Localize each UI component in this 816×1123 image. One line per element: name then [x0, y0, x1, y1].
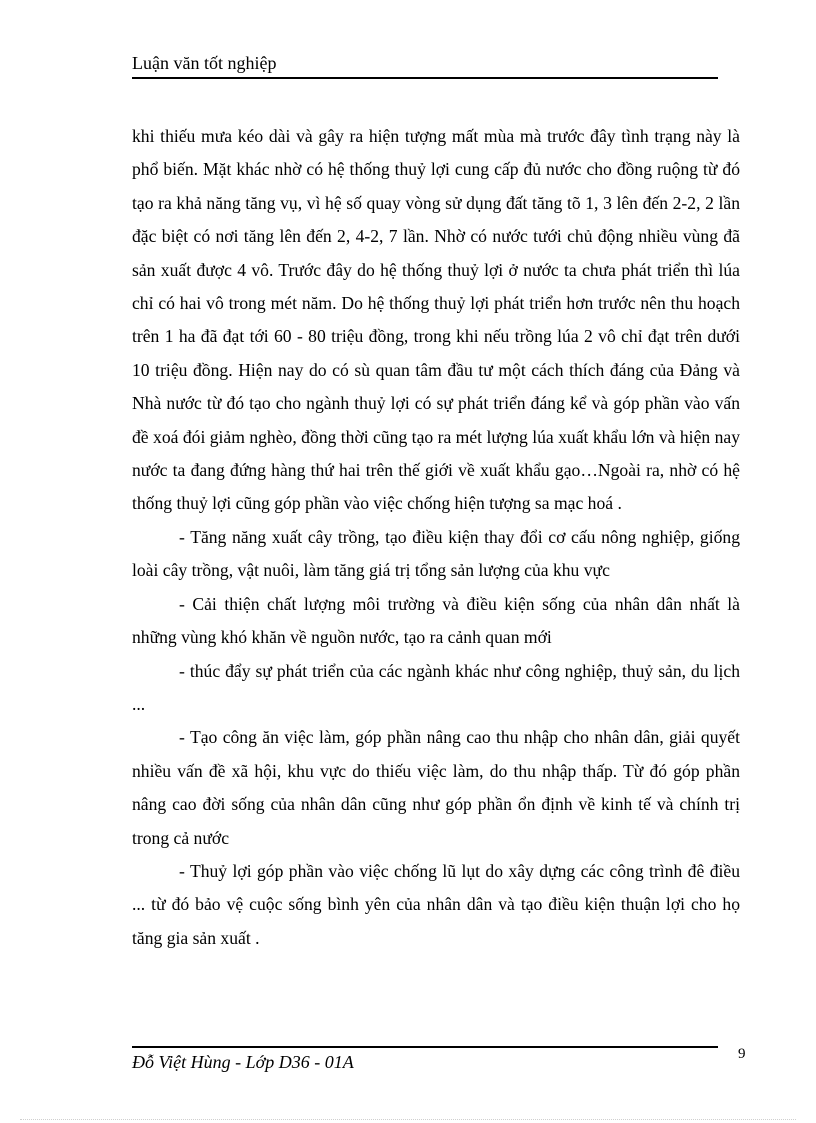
paragraph-4: - thúc đẩy sự phát triển của các ngành khác như công nghiệp, thuỷ sản, du lịch ...: [132, 660, 740, 714]
footer-divider: [132, 1046, 718, 1048]
paragraph-6: - Thuỷ lợi góp phần vào việc chống lũ lụt do xây dựng các công trình đê điều ... từ đó bảo vệ cuộc sống bình yên của nhân dân và tạo điều kiện thuận lợi cho họ tăng gia sản xuất .: [132, 860, 740, 948]
paragraph-3: - Cải thiện chất lượng môi trường và điều kiện sống của nhân dân nhất là những vùng khó khăn về nguồn nước, tạo ra cảnh quan mới: [132, 593, 740, 648]
footer-author: Đỗ Việt Hùng - Lớp D36 - 01A: [132, 1052, 354, 1072]
paragraph-2: - Tăng năng xuất cây trồng, tạo điều kiện thay đổi cơ cấu nông nghiệp, giống loài cây trồng, vật nuôi, làm tăng giá trị tổng sản lượng của khu vực: [132, 526, 740, 581]
page-bottom-edge: [20, 1119, 796, 1120]
body-text: [132, 120, 740, 955]
header-title: Luận văn tốt nghiệp: [132, 53, 277, 73]
page-number: 9: [738, 1046, 746, 1062]
paragraph-5: - Tạo công ăn việc làm, góp phần nâng cao thu nhập cho nhân dân, giải quyết nhiều vấn đề xã hội, khu vực do thiếu việc làm, do thu nhập thấp. Từ đó góp phần nâng cao đời sống của nhân dân cũng như góp phần ổn định về kinh tế và chính trị trong cả nước: [132, 727, 740, 848]
paragraph-1: khi thiếu mưa kéo dài và gây ra hiện tượng mất mùa mà trước đây tình trạng này là phổ biến. Mặt khác nhờ có hệ thống thuỷ lợi cung cấp đủ nước cho đồng ruộng từ đó tạo ra khả năng tăng vụ, vì hệ số quay vòng sử dụng đất tăng tõ 1, 3 lên đến 2-2, 2 lần đặc biệt có nơi tăng lên đến 2, 4-2, 7 lần. Nhờ có nước tưới chủ động nhiều vùng đã sản xuất được 4 vô. Trước đây do hệ thống thuỷ lợi ở nước ta chưa phát triển thì lúa chỉ có hai vô trong mét năm. Do hệ thống thuỷ lợi phát triển hơn trước nên thu hoạch trên 1 ha đã đạt tới 60 - 80 triệu đồng, trong khi nếu trồng lúa 2 vô chỉ đạt trên dưới 10 triệu đồng. Hiện nay do có sù quan tâm đầu tư một cách thích đáng của Đảng và Nhà nước từ đó tạo cho ngành thuỷ lợi có sự phát triển đáng kể và góp phần vào vấn đề xoá đói giảm nghèo, đồng thời cũng tạo ra mét lượng lúa xuất khẩu lớn và hiện nay nước ta đang đứng hàng thứ hai trên thế giới về xuất khẩu gạo…Ngoài ra, nhờ có hệ thống thuỷ lợi cũng góp phần vào việc chống hiện tượng sa mạc hoá .: [132, 126, 740, 514]
page-header: [132, 52, 718, 79]
